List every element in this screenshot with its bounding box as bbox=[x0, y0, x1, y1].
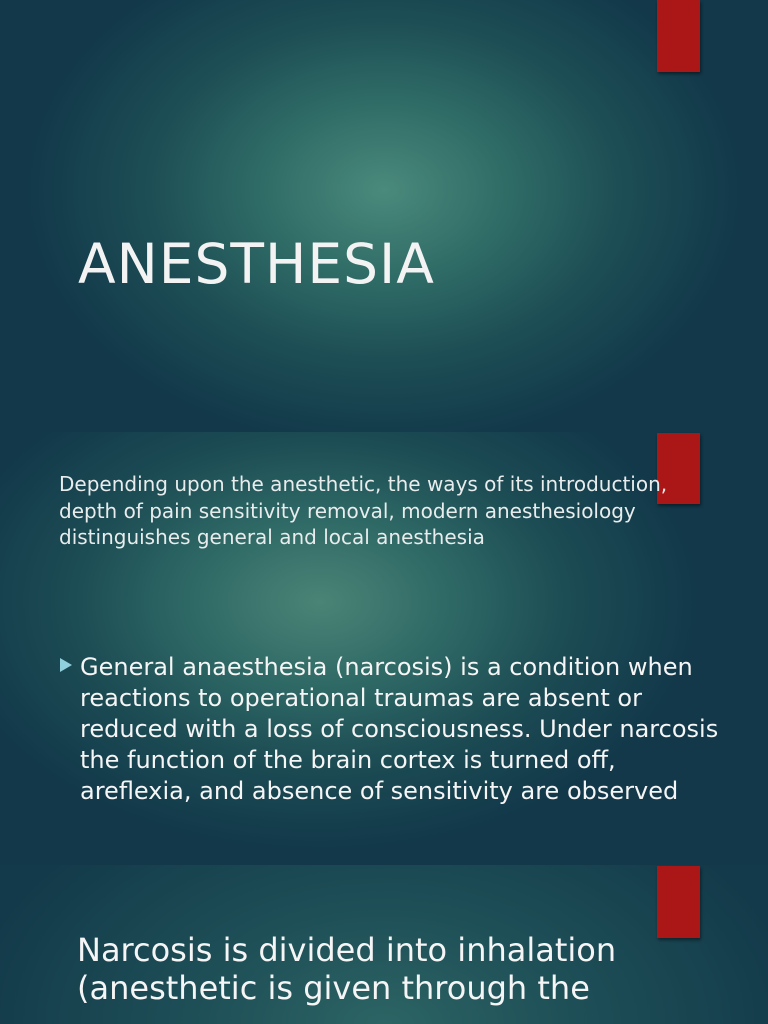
bullet-text: General anaesthesia (narcosis) is a condition when reactions to operational traumas are absent or reduced with a loss of consciousness. Under narcosis the function of the brain cortex is turned off, areflexia, and absence of sensitivity are observed bbox=[80, 653, 719, 805]
slide-1 bbox=[0, 0, 768, 432]
body-text: Narcosis is divided into inhalation (anesthetic is given through the bbox=[77, 931, 617, 1007]
slide-3 bbox=[0, 865, 768, 1024]
intro-paragraph: Depending upon the anesthetic, the ways of its introduction, depth of pain sensitivity removal, modern anesthesiology distinguishes general and local anesthesia bbox=[59, 472, 668, 549]
accent-tab bbox=[657, 0, 700, 72]
slide-2 bbox=[0, 432, 768, 865]
slide-title: ANESTHESIA bbox=[78, 232, 435, 296]
triangle-bullet-icon bbox=[60, 658, 72, 672]
accent-tab bbox=[657, 866, 700, 938]
